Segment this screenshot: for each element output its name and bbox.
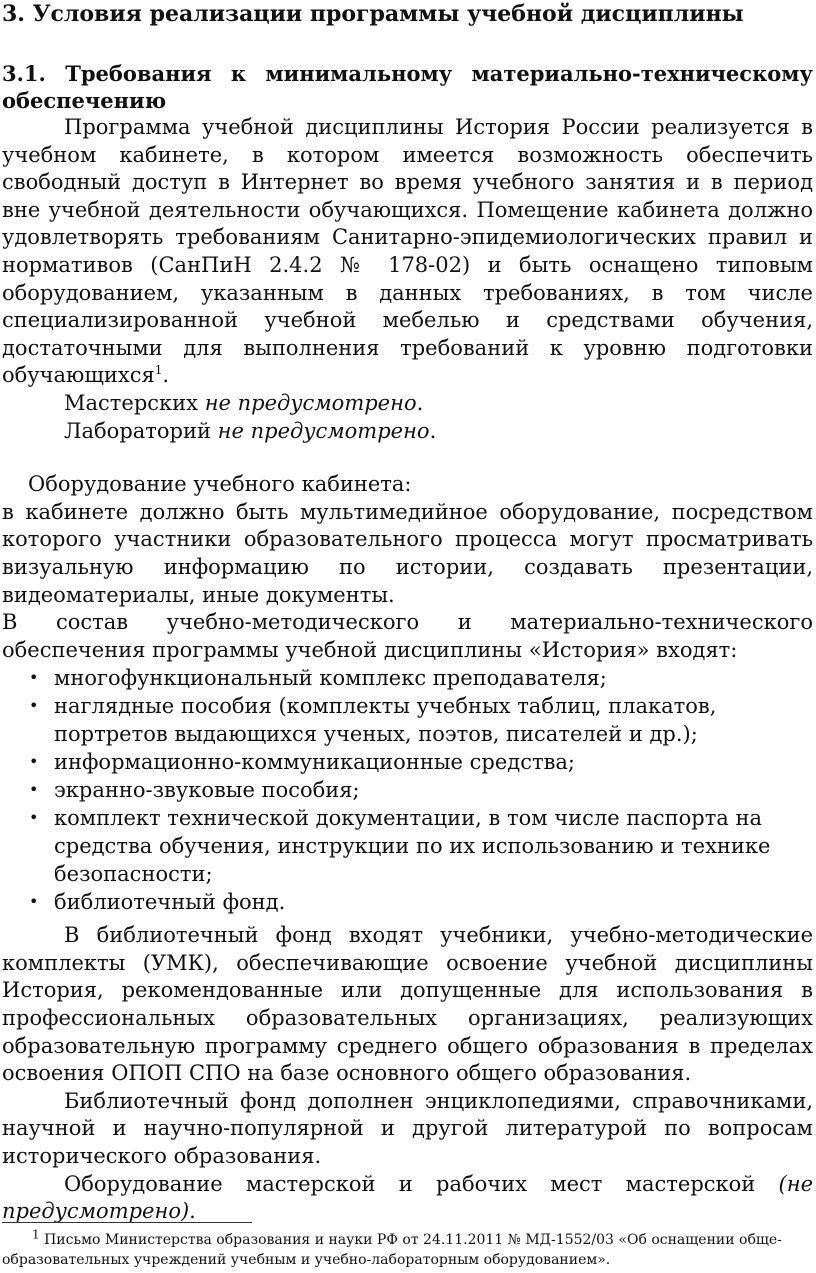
footnote-mark: 1 (32, 1227, 40, 1242)
equipment-list (2, 664, 813, 916)
paragraph-library-extra: Библиотечный фонд дополнен энциклопедиями, справочниками, научной и научно-популярной и другой литературой по вопросам исторического образования. (2, 1088, 813, 1169)
paragraph-program-end: . (162, 363, 170, 388)
footnote-line1 (2, 1227, 802, 1250)
list-item (2, 804, 813, 888)
section-heading: 3. Условия реализации программы учебной дисциплины (2, 1, 744, 27)
bullet-icon: • (29, 668, 39, 688)
bullet-icon: • (29, 892, 39, 912)
footnote-text: Письмо Министерства образования и науки РФ от 24.11.2011 № МД-1552/03 «Об оснащении обще- (39, 1232, 782, 1248)
list-item (2, 888, 813, 916)
bullet-icon: • (29, 780, 39, 800)
list-item-text: многофункциональный комплекс преподавателя; (54, 666, 607, 691)
list-item (2, 776, 813, 804)
bullet-icon: • (29, 696, 39, 716)
subsection-heading (2, 60, 813, 114)
list-item (2, 748, 813, 776)
workshops-value: не предусмотрено. (204, 390, 424, 415)
subsection-heading-line1 (2, 60, 813, 87)
workshop-equipment-value: (не предусмотрено) (2, 1171, 813, 1224)
workshops-line (2, 390, 813, 418)
list-item (2, 664, 813, 692)
paragraph-multimedia: в кабинете должно быть мультимедийное оборудование, посредством которого участники образовательного процесса могут просматривать визуальную информацию по истории, создавать презентации, видеоматериалы, иные документы. (2, 499, 813, 607)
paragraph-program (2, 114, 813, 390)
list-item-text: комплект технической документации, в том числе паспорта на средства обучения, инструкции по их использованию и технике безопасности; (54, 806, 771, 887)
labs-value: не предусмотрено (217, 418, 430, 443)
list-item (2, 692, 813, 748)
subsection-heading-line2: обеспечению (2, 88, 167, 113)
footnote-reference: 1 (154, 363, 163, 378)
labs-line (2, 418, 813, 446)
subsection-number: 3.1. (2, 61, 46, 86)
subsection-word: к (230, 61, 247, 86)
bullet-icon: • (29, 808, 39, 828)
workshops-label: Мастерских (64, 390, 205, 415)
bullet-icon: • (29, 752, 39, 772)
equipment-title: Оборудование учебного кабинета: (28, 472, 412, 497)
footnote-line2: образовательных учреждений учебным и учебно-лабораторным оборудованием». (2, 1252, 611, 1268)
list-item-text: экранно-звуковые пособия; (54, 778, 360, 803)
paragraph-program-text: Программа учебной дисциплины История России реализуется в учебном кабинете, в котором имеется возможность обеспечить свободный доступ в Интернет во время учебного занятия и в период вне учебной деятельности обучающихся. Помещение кабинета должно удовлетворять требованиям Санитарно-эпидемиологических правил и нормативов (СанПиН 2.4.2 № 178-02) и быть оснащено типовым оборудованием, указанным в данных требованиях, в том числе специализированной учебной мебелью и средствами обучения, достаточными для выполнения требований к уровню подготовки обучающихся (2, 115, 813, 388)
spacer (2, 445, 813, 471)
labs-end: . (429, 418, 437, 443)
workshop-equipment-end: . (189, 1199, 196, 1224)
footnote (2, 1227, 802, 1270)
footnote-divider (2, 1222, 252, 1223)
workshop-equipment-text: Оборудование мастерской и рабочих мест мастерской (64, 1171, 779, 1196)
labs-label: Лабораторий (64, 418, 218, 443)
subsection-word: материально-техническому (471, 61, 813, 86)
list-item-text: библиотечный фонд. (54, 890, 286, 915)
list-item-text: наглядные пособия (комплекты учебных таблиц, плакатов, портретов выдающихся ученых, поэтов, писателей и др.); (54, 694, 717, 747)
subsection-word: минимальному (265, 61, 453, 86)
subsection-word: Требования (65, 61, 212, 86)
paragraph-composition: В состав учебно-методического и материально-технического обеспечения программы учебной дисциплины «История» входят: (2, 610, 813, 662)
paragraph-workshop-equipment (2, 1171, 813, 1226)
paragraph-library: В библиотечный фонд входят учебники, учебно-методические комплекты (УМК), обеспечивающие освоение учебной дисциплины История, рекомендованные или допущенные для использования в профессиональных образовательных организациях, реализующих образовательную программу среднего общего образования в пределах освоения ОПОП СПО на базе основного общего образования. (2, 923, 813, 1086)
list-item-text: информационно-коммуникационные средства; (54, 750, 575, 775)
